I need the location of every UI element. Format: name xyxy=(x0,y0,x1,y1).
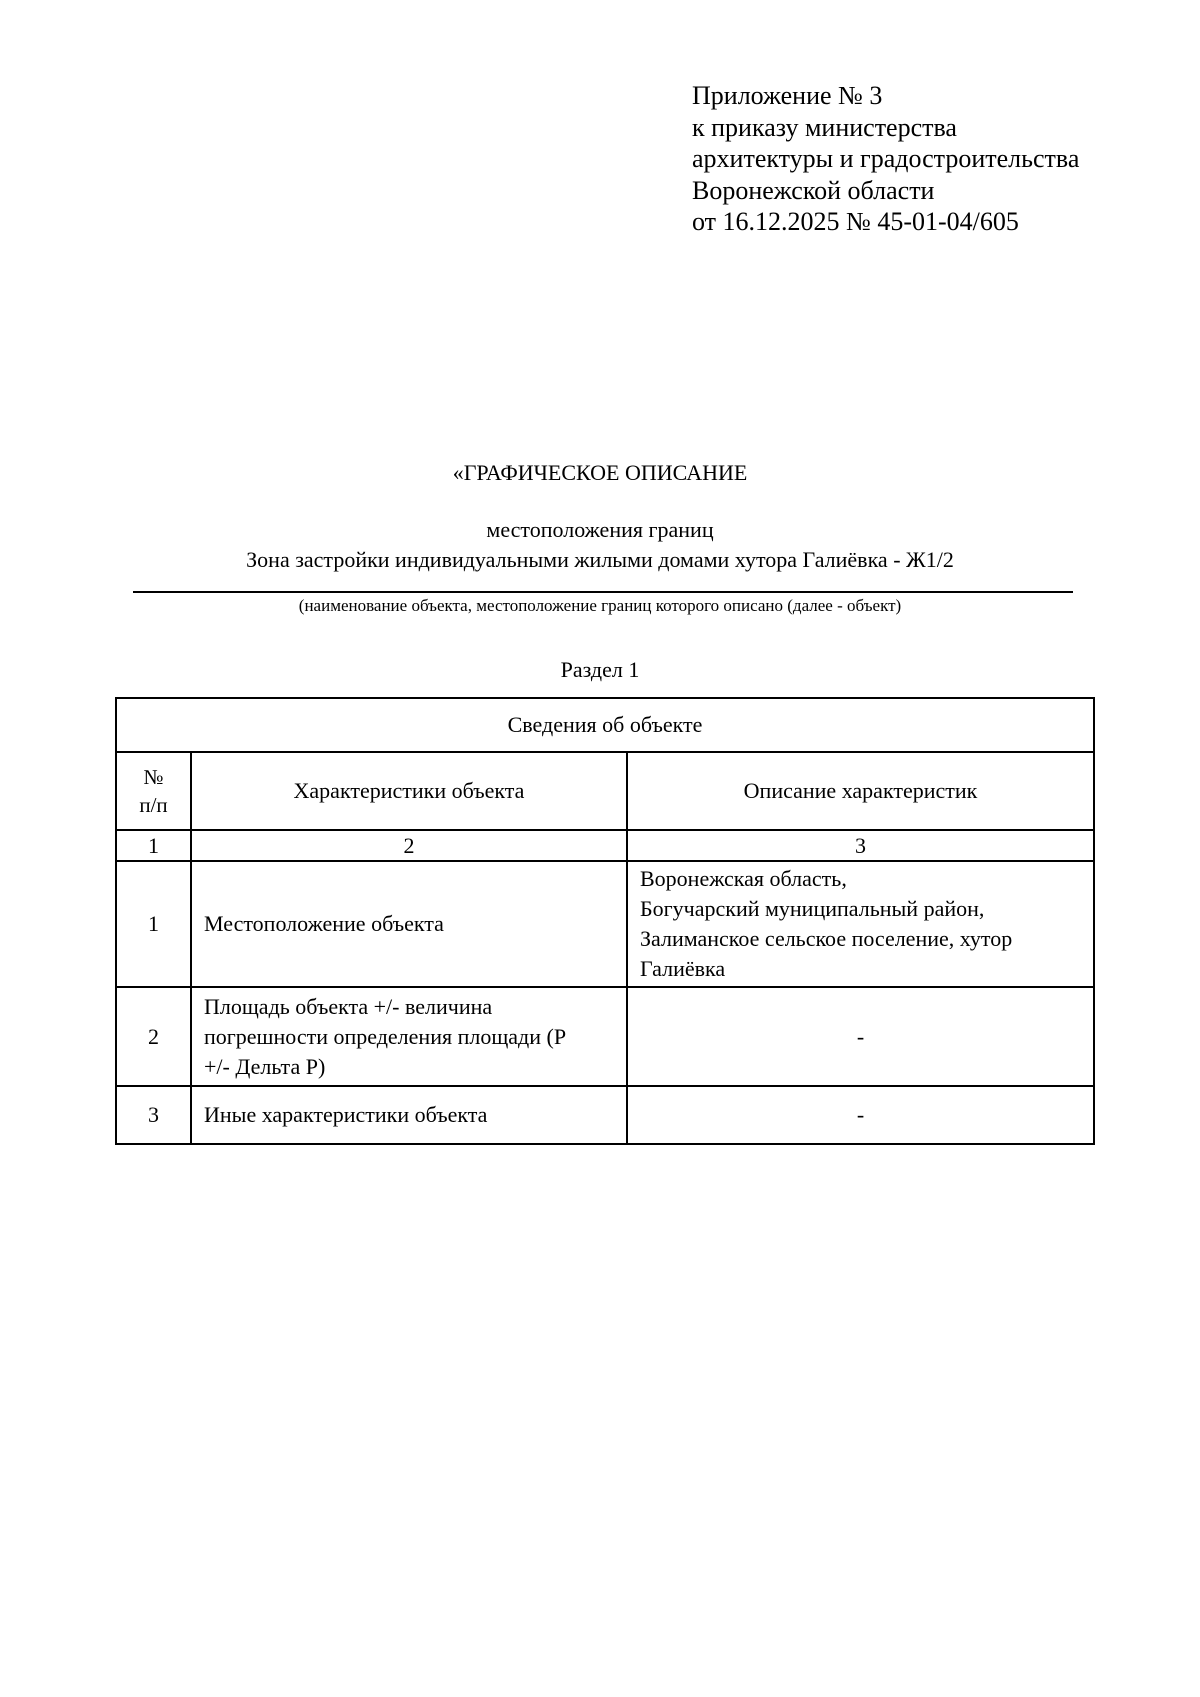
document-title: «ГРАФИЧЕСКОЕ ОПИСАНИЕ xyxy=(452,460,748,485)
appendix-line: к приказу министерства xyxy=(692,112,957,142)
cell-line: Залиманское сельское поселение, хутор xyxy=(640,926,1013,951)
cell-line: Галиёвка xyxy=(640,956,726,981)
row-description: - xyxy=(627,1086,1094,1144)
cell-line: Местоположение объекта xyxy=(204,911,444,936)
row-description: - xyxy=(627,987,1094,1086)
table-row xyxy=(116,1086,1094,1144)
row-characteristic xyxy=(191,861,627,987)
appendix-line: Воронежской области xyxy=(692,175,935,205)
row-description xyxy=(627,861,1094,987)
appendix-line: Приложение № 3 xyxy=(692,81,883,110)
document-subtitle xyxy=(0,515,1200,575)
row-characteristic xyxy=(191,987,627,1086)
col-header-description: Описание характеристик xyxy=(627,752,1094,830)
cell-line: +/- Дельта P) xyxy=(204,1053,326,1079)
col-number: 1 xyxy=(116,830,191,861)
object-name-underline xyxy=(133,591,1073,593)
col-header-num xyxy=(116,752,191,830)
column-numbers-row xyxy=(116,830,1094,861)
cell-line: погрешности определения площади (P xyxy=(204,1023,567,1049)
table-row xyxy=(116,987,1094,1086)
row-num: 1 xyxy=(116,861,191,987)
row-num: 3 xyxy=(116,1086,191,1144)
appendix-line: от 16.12.2025 № 45-01-04/605 xyxy=(692,207,1019,236)
cell-line: Площадь объекта +/- величина xyxy=(204,993,493,1019)
object-name-caption: (наименование объекта, местоположение границ которого описано (далее - объект) xyxy=(298,596,902,615)
row-characteristic xyxy=(191,1086,627,1144)
table-row xyxy=(116,861,1094,987)
col-number: 2 xyxy=(191,830,627,861)
appendix-line: архитектуры и градостроительства xyxy=(692,144,1080,173)
object-name: Зона застройки индивидуальными жилыми домами хутора Галиёвка - Ж1/2 xyxy=(246,547,954,572)
col-header-num-line: № xyxy=(143,765,164,789)
column-headers-row xyxy=(116,752,1094,830)
section-title: Раздел 1 xyxy=(560,657,640,682)
subtitle-line: местоположения границ xyxy=(486,517,714,542)
col-header-characteristics: Характеристики объекта xyxy=(191,752,627,830)
appendix-header xyxy=(692,80,1079,238)
row-num: 2 xyxy=(116,987,191,1086)
cell-line: Иные характеристики объекта xyxy=(204,1102,488,1127)
object-info-table xyxy=(115,697,1095,1145)
cell-line: Воронежская область, xyxy=(640,866,847,891)
cell-line: Богучарский муниципальный район, xyxy=(640,896,985,921)
table-header: Сведения об объекте xyxy=(116,698,1094,752)
col-number: 3 xyxy=(627,830,1094,861)
col-header-num-line: п/п xyxy=(139,793,168,817)
table-header-row xyxy=(116,698,1094,752)
